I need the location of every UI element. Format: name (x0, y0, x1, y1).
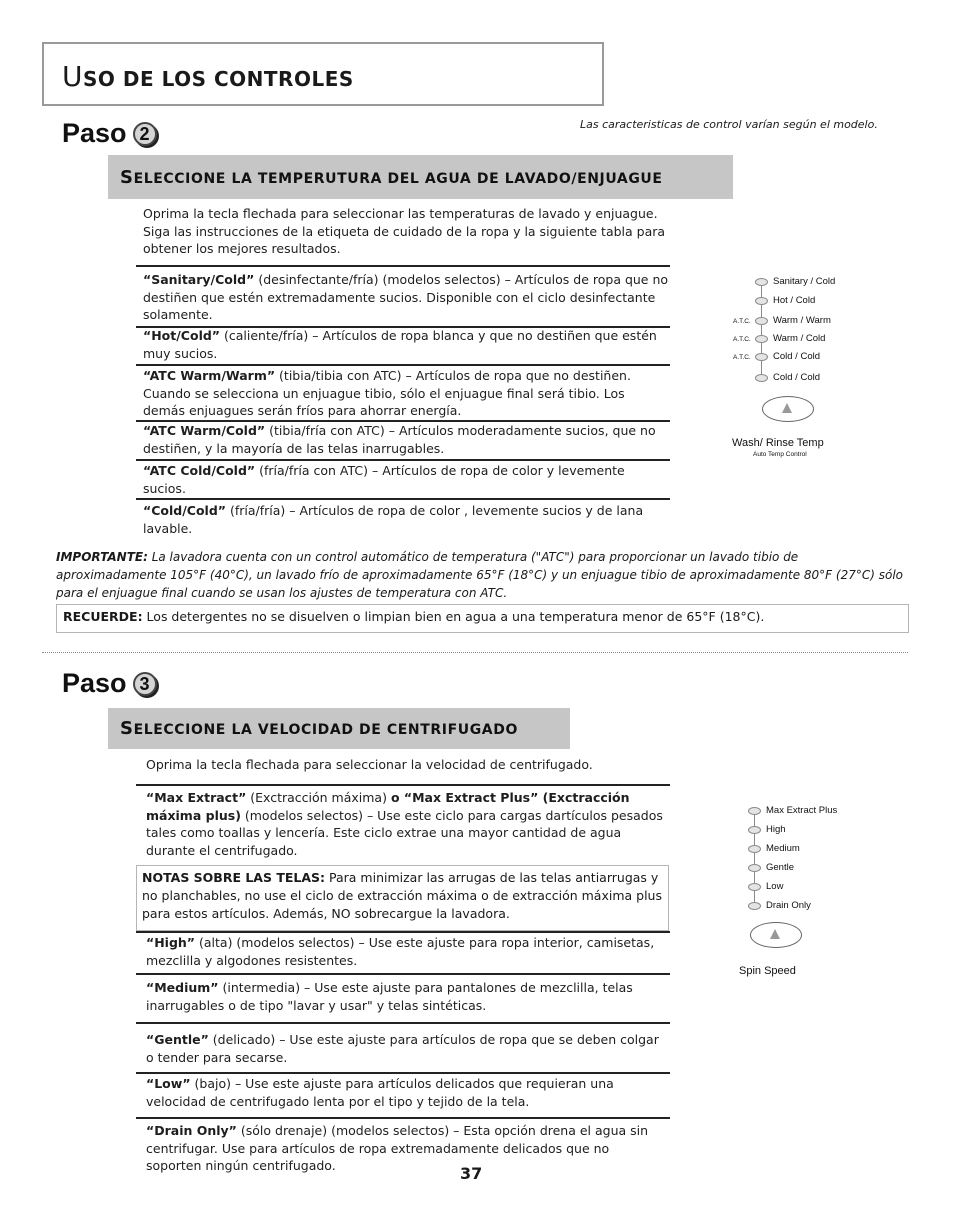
spin-label-drain-only: Drain Only (766, 900, 811, 911)
notas-telas-box: NOTAS SOBRE LAS TELAS: Para minimizar las arrugas de las telas antiarrugas y no planchables, no use el ciclo de extracción máxima o de extracción máxima plus para estos artículos. Además, NO sobrecargue la lavadora. (136, 865, 669, 931)
temp-label-cold-cold: Cold / Cold (773, 372, 820, 383)
spin-option-low: “Low” (bajo) – Use este ajuste para artículos delicados que requieran una velocidad de centrifugado lenta por el tipo y tejido de la tela. (146, 1076, 614, 1109)
spin-option-gentle: “Gentle” (delicado) – Use este ajuste para artículos de ropa que se deben colgar o tender para secarse. (146, 1032, 659, 1065)
led-indicator (755, 297, 768, 305)
temp-option-atc-warm-cold: “ATC Warm/Cold” (tibia/fría con ATC) – Artículos moderadamente sucios, que no destiñen, y la mayoría de las telas inarrugables. (143, 423, 656, 456)
spin-select-button[interactable] (750, 922, 802, 948)
model-note: Las caracteristicas de control varían según el modelo. (580, 118, 878, 131)
section-header-box (42, 42, 604, 106)
step-2-heading: Paso 2 (62, 118, 157, 149)
arrow-up-icon (770, 929, 780, 939)
spin-label-max-extract-plus: Max Extract Plus (766, 805, 838, 816)
temp-option-sanitary-cold: “Sanitary/Cold” (desinfectante/fría) (modelos selectos) – Artículos de ropa que no destiñen que estén extremadamente sucios. Disponible con el ciclo desinfectante solamente. (143, 272, 669, 322)
temp-label-atc-cold-cold: Cold / Cold (773, 351, 820, 362)
led-indicator (748, 864, 761, 872)
step-2-banner (108, 155, 733, 199)
temp-option-atc-warm-warm: “ATC Warm/Warm” (tibia/tibia con ATC) – Artículos de ropa que no destiñen. Cuando se selecciona un enjuague tibio, sólo el enjuague final será tibio. Los demás enjuagues serán fríos para ahorrar energía. (143, 368, 631, 418)
panel-subtitle: Auto Temp Control (753, 451, 807, 458)
led-indicator (755, 353, 768, 361)
divider (136, 265, 670, 267)
spin-option-medium: “Medium” (intermedia) – Use este ajuste para pantalones de mezclilla, telas inarrugables o de tipo "lavar y usar" y telas sintéticas. (146, 980, 633, 1013)
divider (136, 931, 670, 933)
spin-label-low: Low (766, 881, 784, 892)
temp-select-button[interactable] (762, 396, 814, 422)
divider (136, 1022, 670, 1024)
spin-option-max-extract: “Max Extract” (Exctracción máxima) o “Max Extract Plus” (Exctracción máxima plus) (modelos selectos) – Use este ciclo para cargas dartículos pesados tales como toallas y lencería. Este ciclo extrae una mayor cantidad de agua durante el centrifugado. (146, 790, 663, 858)
led-indicator (755, 374, 768, 382)
temp-label-warm-warm: Warm / Warm (773, 315, 831, 326)
temp-option-hot-cold: “Hot/Cold” (caliente/fría) – Artículos de ropa blanca y que no destiñen que estén muy sucios. (143, 328, 657, 361)
temp-label-sanitary-cold: Sanitary / Cold (773, 276, 836, 287)
spin-option-high: “High” (alta) (modelos selectos) – Use este ajuste para ropa interior, camisetas, mezclilla y algodones resistentes. (146, 935, 655, 968)
step-2-intro: Oprima la tecla flechada para seleccionar las temperaturas de lavado y enjuague. Siga las instrucciones de la etiqueta de cuidado de la ropa y la siguiente tabla para obtener los mejores resultados. (143, 206, 666, 256)
divider (136, 459, 670, 461)
atc-tag: A.T.C. (733, 318, 751, 325)
led-indicator (755, 317, 768, 325)
divider (136, 1117, 670, 1119)
step-3-banner-title: SELECCIONE LA VELOCIDAD DE CENTRIFUGADO (120, 718, 518, 739)
step-2-banner-title: SELECCIONE LA TEMPERUTURA DEL AGUA DE LAVADO/ENJUAGUE (120, 167, 663, 188)
wash-rinse-temp-panel (728, 276, 878, 466)
led-indicator (748, 826, 761, 834)
panel-connector-line (754, 810, 755, 906)
led-indicator (748, 902, 761, 910)
step-2-number-badge: 2 (133, 122, 157, 146)
temp-label-warm-cold: Warm / Cold (773, 333, 826, 344)
spin-label-gentle: Gentle (766, 862, 794, 873)
panel-title: Wash/ Rinse Temp (732, 437, 824, 449)
spin-label-high: High (766, 824, 786, 835)
divider (136, 1072, 670, 1074)
step-3-intro: Oprima la tecla flechada para seleccionar la velocidad de centrifugado. (146, 757, 593, 772)
spin-option-drain-only: “Drain Only” (sólo drenaje) (modelos selectos) – Esta opción drena el agua sin centrifugar. Use para artículos de ropa extremadamente delicados que no soporten ningún centrifugado. (146, 1123, 649, 1173)
led-indicator (748, 845, 761, 853)
divider (136, 498, 670, 500)
spin-speed-panel (740, 802, 890, 982)
step-3-heading: Paso 3 (62, 668, 157, 699)
section-separator (42, 652, 908, 653)
led-indicator (748, 807, 761, 815)
temp-label-hot-cold: Hot / Cold (773, 295, 816, 306)
section-title: USO DE LOS CONTROLES (62, 60, 354, 93)
spin-label-medium: Medium (766, 843, 800, 854)
importante-note: IMPORTANTE: La lavadora cuenta con un control automático de temperatura ("ATC") para proporcionar un lavado tibio de aproximadamente 105°F (40°C), un lavado frío de aproximadamente 65°F (18°C) y un enjuague tibio de aproximadamente 80°F (27°C) sólo para el enjuague final cuando se usan los ajustes de temperatura con ATC. (56, 550, 903, 600)
page-number: 37 (460, 1164, 483, 1183)
divider (136, 973, 670, 975)
temp-option-cold-cold: “Cold/Cold” (fría/fría) – Artículos de ropa de color , levemente sucios y de lana lavable. (143, 503, 644, 536)
panel-title: Spin Speed (739, 965, 796, 977)
divider (136, 364, 670, 366)
atc-tag: A.T.C. (733, 336, 751, 343)
led-indicator (748, 883, 761, 891)
atc-tag: A.T.C. (733, 354, 751, 361)
led-indicator (755, 278, 768, 286)
led-indicator (755, 335, 768, 343)
divider (136, 784, 670, 786)
step-3-number-badge: 3 (133, 672, 157, 696)
arrow-up-icon (782, 403, 792, 413)
recuerde-box: RECUERDE: Los detergentes no se disuelven o limpian bien en agua a una temperatura menor de 65°F (18°C). (56, 604, 909, 633)
temp-option-atc-cold-cold: “ATC Cold/Cold” (fría/fría con ATC) – Artículos de ropa de color y levemente sucios. (143, 463, 625, 496)
step-3-banner (108, 708, 570, 749)
